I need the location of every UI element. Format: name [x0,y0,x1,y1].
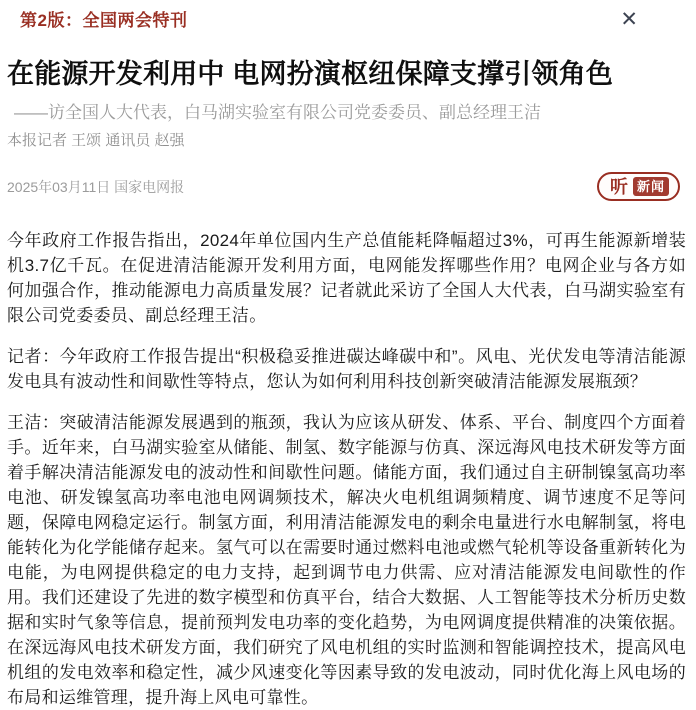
page-title: 在能源开发利用中 电网扮演枢纽保障支撑引领角色 [7,59,614,89]
paragraph-reporter-question: 记者：今年政府工作报告提出“积极稳妥推进碳达峰碳中和”。风电、光伏发电等清洁能源发电具有波动性和间歇性等特点，您认为如何利用科技创新突破清洁能源发展瓶颈？ [7,347,686,391]
close-icon[interactable]: ✕ [620,7,638,31]
listen-icon: 听 [609,176,628,197]
news-badge: 新闻 [633,177,669,196]
article-body [7,228,686,710]
article-subtitle: ——访全国人大代表，白马湖实验室有限公司党委委员、副总经理王洁 [14,103,541,122]
date-and-source: 2025年03月11日 国家电网报 [7,178,185,195]
listen-news-button[interactable] [597,172,680,201]
paragraph-intro: 今年政府工作报告指出，2024年单位国内生产总值能耗降幅超过3%，可再生能源新增装机3.7亿千瓦。在促进清洁能源开发利用方面，电网能发挥哪些作用？电网企业与各方如何加强合作，推动能源电力高质量发展？记者就此采访了全国人大代表，白马湖实验室有限公司党委委员、副总经理王洁。 [7,231,686,325]
article-byline: 本报记者 王颂 通讯员 赵强 [7,132,185,149]
paragraph-wangjie-answer: 王洁：突破清洁能源发展遇到的瓶颈，我认为应该从研发、体系、平台、制度四个方面着手。近年来，白马湖实验室从储能、制氢、数字能源与仿真、深远海风电技术研发等方面着手解决清洁能源发电的波动性和间歇性问题。储能方面，我们通过自主研制镍氢高功率电池、研发镍氢高功率电池电网调频技术，解决火电机组调频精度、调节速度不足等问题，保障电网稳定运行。制氢方面，利用清洁能源发电的剩余电量进行水电解制氢，将电能转化为化学能储存起来。氢气可以在需要时通过燃料电池或燃气轮机等设备重新转化为电能，为电网提供稳定的电力支持，起到调节电力供需、应对清洁能源发电间歇性的作用。我们还建设了先进的数字模型和仿真平台，结合大数据、人工智能等技术分析历史数据和实时气象等信息，提前预判发电功率的变化趋势，为电网调度提供精准的决策依据。在深远海风电技术研发方面，我们研究了风电机组的实时监测和智能调控技术，提高风电机组的发电效率和稳定性，减少风速变化等因素导致的发电波动，同时优化海上风电场的布局和运维管理，提升海上风电可靠性。 [7,413,686,707]
top-bar [7,0,686,32]
meta-row [7,172,686,201]
edition-label[interactable]: 第2版：全国两会特刊 [20,11,188,30]
